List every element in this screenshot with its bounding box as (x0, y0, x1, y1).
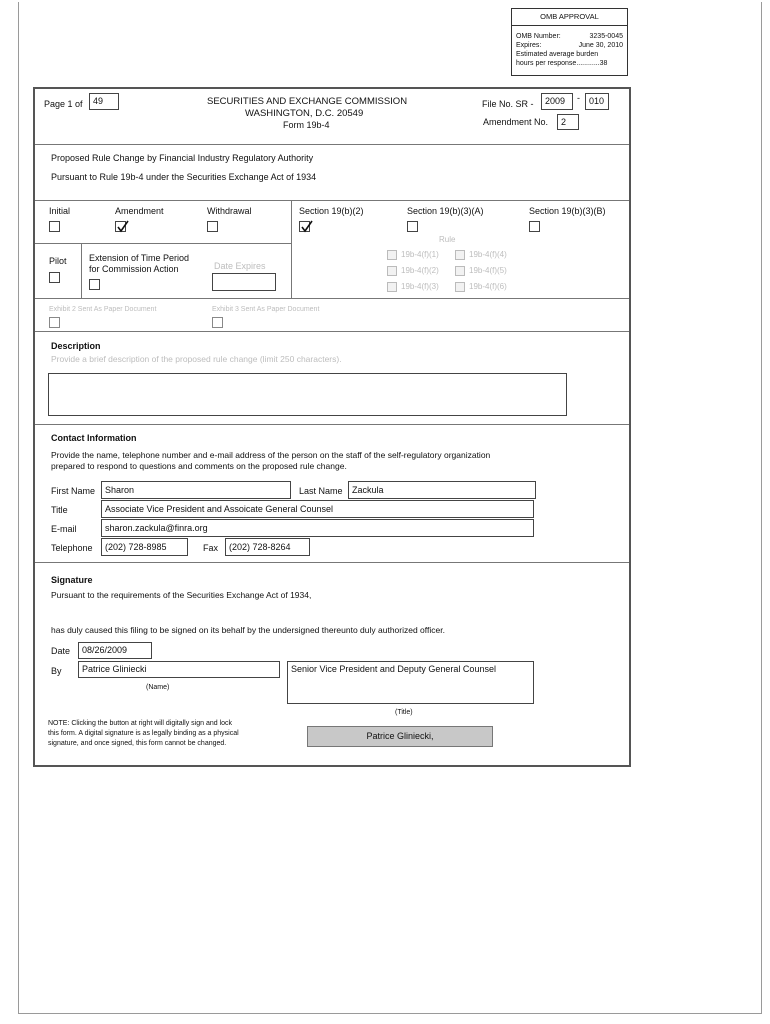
rule-f2-label: 19b-4(f)(2) (401, 266, 439, 275)
email-label: E-mail (51, 524, 77, 534)
page-total-field[interactable]: 49 (89, 93, 119, 110)
telephone-label: Telephone (51, 543, 93, 553)
signature-heading: Signature (51, 575, 93, 585)
rule-f6-checkbox[interactable] (455, 282, 465, 292)
proposer-line1: Proposed Rule Change by Financial Industry Regulatory Authority (51, 153, 314, 163)
extension-checkbox[interactable] (89, 279, 100, 290)
title-label: Title (51, 505, 68, 515)
omb-number-value: 3235-0045 (589, 33, 623, 40)
signer-name-field[interactable]: Patrice Gliniecki (78, 661, 280, 678)
rule-f3-label: 19b-4(f)(3) (401, 282, 439, 291)
name-caption: (Name) (146, 684, 170, 691)
filing-type-section (35, 201, 629, 298)
last-name-field[interactable]: Zackula (348, 481, 536, 499)
amendment-label: Amendment (115, 206, 164, 216)
omb-expires-value: June 30, 2010 (578, 42, 623, 49)
description-heading: Description (51, 341, 101, 351)
last-name-label: Last Name (299, 486, 343, 496)
form-header (35, 89, 629, 145)
signature-line1: Pursuant to the requirements of the Securities Exchange Act of 1934, (51, 590, 312, 600)
exhibit2-checkbox[interactable] (49, 317, 60, 328)
amendment-checkbox[interactable] (115, 221, 126, 232)
withdrawal-label: Withdrawal (207, 206, 252, 216)
contact-section (35, 425, 629, 563)
description-hint: Provide a brief description of the proposed rule change (limit 250 characters). (51, 354, 342, 364)
checkmark-icon (116, 220, 129, 233)
extension-label-line2: for Commission Action (89, 264, 179, 274)
file-dash: - (577, 93, 580, 103)
initial-checkbox[interactable] (49, 221, 60, 232)
amendment-no-field[interactable]: 2 (557, 114, 579, 130)
file-seq-field[interactable]: 010 (585, 93, 609, 110)
rule-label: Rule (439, 235, 456, 244)
rule-f6-label: 19b-4(f)(6) (469, 282, 507, 291)
divider (35, 243, 291, 244)
pilot-label: Pilot (49, 256, 67, 266)
omb-expires-label: Expires: (516, 42, 542, 49)
section-19b3a-label: Section 19(b)(3)(A) (407, 206, 484, 216)
rule-f5-label: 19b-4(f)(5) (469, 266, 507, 275)
section-19b3b-checkbox[interactable] (529, 221, 540, 232)
section-19b2-checkbox[interactable] (299, 221, 310, 232)
rule-f4-checkbox[interactable] (455, 250, 465, 260)
exhibit2-label: Exhibit 2 Sent As Paper Document (49, 306, 157, 313)
contact-intro-line1: Provide the name, telephone number and e-mail address of the person on the staff of the self-regulatory organization (51, 450, 491, 460)
omb-burden-line1: Estimated average burden (516, 51, 599, 58)
signer-title-field[interactable]: Senior Vice President and Deputy General Counsel (287, 661, 534, 704)
checkmark-icon (300, 220, 313, 233)
first-name-field[interactable]: Sharon (101, 481, 291, 499)
omb-number-label: OMB Number: (516, 33, 561, 40)
note-line1: NOTE: Clicking the button at right will digitally sign and lock (48, 720, 233, 727)
amendment-no-label: Amendment No. (483, 117, 549, 127)
fax-label: Fax (203, 543, 219, 553)
file-no-label: File No. SR - (482, 99, 534, 109)
rule-f4-label: 19b-4(f)(4) (469, 250, 507, 259)
date-label: Date (51, 646, 71, 656)
rule-f1-checkbox[interactable] (387, 250, 397, 260)
exhibit3-checkbox[interactable] (212, 317, 223, 328)
contact-intro-line2: prepared to respond to questions and comments on the proposed rule change. (51, 461, 347, 471)
description-section (35, 332, 629, 425)
file-year-field[interactable]: 2009 (541, 93, 573, 110)
pilot-checkbox[interactable] (49, 272, 60, 283)
extension-label-line1: Extension of Time Period (89, 253, 190, 263)
proposer-line2: Pursuant to Rule 19b-4 under the Securities Exchange Act of 1934 (51, 172, 317, 182)
title-field[interactable]: Associate Vice President and Assoicate General Counsel (101, 500, 534, 518)
description-textarea[interactable] (48, 373, 567, 416)
omb-approval-box (511, 8, 628, 76)
omb-title: OMB APPROVAL (512, 9, 627, 26)
contact-heading: Contact Information (51, 433, 137, 443)
exhibits-section (35, 298, 629, 332)
rule-f1-label: 19b-4(f)(1) (401, 250, 439, 259)
digital-sign-button[interactable]: Patrice Gliniecki, (307, 726, 493, 747)
initial-label: Initial (49, 206, 71, 216)
section-19b3b-label: Section 19(b)(3)(B) (529, 206, 606, 216)
exhibit3-label: Exhibit 3 Sent As Paper Document (212, 306, 320, 313)
form-19b4 (33, 87, 631, 767)
divider (81, 243, 82, 298)
form-name: Form 19b-4 (283, 120, 330, 130)
title-caption: (Title) (395, 709, 413, 716)
omb-burden-line2: hours per response............38 (516, 60, 608, 67)
section-19b3a-checkbox[interactable] (407, 221, 418, 232)
fax-field[interactable]: (202) 728-8264 (225, 538, 310, 556)
date-field[interactable]: 08/26/2009 (78, 642, 152, 659)
rule-f2-checkbox[interactable] (387, 266, 397, 276)
telephone-field[interactable]: (202) 728-8985 (101, 538, 188, 556)
rule-f5-checkbox[interactable] (455, 266, 465, 276)
note-line3: signature, and once signed, this form cannot be changed. (48, 740, 227, 747)
signature-line2: has duly caused this filing to be signed on its behalf by the undersigned thereunto duly authorized officer. (51, 625, 445, 635)
email-field[interactable]: sharon.zackula@finra.org (101, 519, 534, 537)
by-label: By (51, 666, 62, 676)
first-name-label: First Name (51, 486, 96, 496)
divider (291, 201, 292, 298)
section-19b2-label: Section 19(b)(2) (299, 206, 364, 216)
rule-f3-checkbox[interactable] (387, 282, 397, 292)
proposer-section (35, 145, 629, 201)
agency-city: WASHINGTON, D.C. 20549 (245, 108, 364, 119)
signature-section (35, 563, 629, 765)
page-prefix: Page 1 of (44, 99, 83, 109)
note-line2: this form. A digital signature is as legally binding as a physical (48, 730, 239, 737)
withdrawal-checkbox[interactable] (207, 221, 218, 232)
agency-name: SECURITIES AND EXCHANGE COMMISSION (207, 96, 408, 107)
date-expires-label: Date Expires (214, 261, 266, 271)
date-expires-field[interactable] (212, 273, 276, 291)
